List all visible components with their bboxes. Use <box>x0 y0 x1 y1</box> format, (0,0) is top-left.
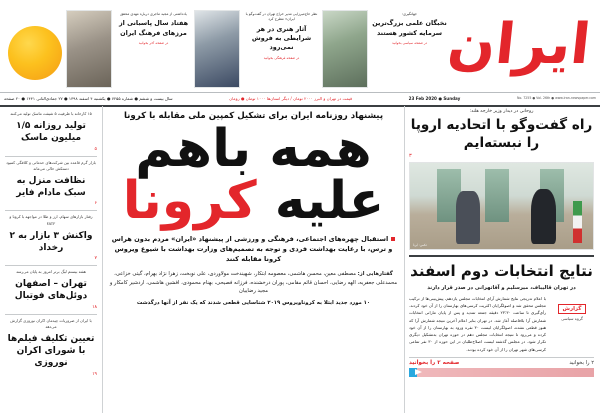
teaser-kicker: یادداشتی از مجید ماجری درباره مهدی محقق <box>120 12 187 16</box>
lead-body: استقبال چهره‌های اجتماعی، فرهنگی و ورزشی از پیشنهاد «ایران» مردم بدون هراس و ترس، با رعایت بهداشت فردی و توجه به تصمیم‌های وزارت بهداشت با شیوع ویروس کرونا مقابله کنند <box>111 235 393 264</box>
teaser-photo <box>66 10 112 88</box>
brief-page-number: ۵ <box>94 146 97 152</box>
photo-figure-left <box>456 191 480 244</box>
teaser-title: هفتاد سال پاسبانی از مرزهای فرهنگ ایران <box>118 19 189 37</box>
brief-kicker: رفتار بازارهای سهام، ارز و طلا در مواجهه با کرونا و FATF <box>9 214 93 226</box>
masthead <box>0 0 600 92</box>
story1-kicker: روحانی در دیدار وزیر خارجه هلند: <box>469 109 534 114</box>
brief-item[interactable] <box>5 315 97 381</box>
brief-page-number: ۶ <box>94 201 97 207</box>
report-badge: گزارش <box>558 304 587 314</box>
teaser-text <box>115 4 192 45</box>
brief-page-number: ۷ <box>94 256 97 262</box>
story2-body-text: با اعلام تدریجی نتایج شمارش آرای انتخابات مجلس یازدهم، پیش‌بینی‌ها از ترکیب مجلس محقق شد و اصولگرایان اکثریت کرسی‌های بهارستان را از آن خود کردند. رأی‌گیری تا ساعت ۲۳:۳۰ دقیقه جمعه تمدید و پس از پایان مارانی انتخابات شمارش آرا بلافاصله آغاز شد. در تهران بنابر اعلام آخرین نتیجه شمارش آرا که هنوز قطعی نشده، اصولگرایان لیست ۳۰ نفره ورود به بهارستان را از آن خود کرده و می‌رود تا نتیجه انتخابات مجلس دهم در حوزه تهران به‌تشکیل دیگری تکرار شود. در مجلس گذشته لیست اصلاح‌طلبان در این حوزه از ۳۰ نفر تمامی کرسی‌های شهر تهران را از آن خود کرده بودند. <box>409 295 546 352</box>
teaser-title: نخبگان علمی بزرگ‌ترین سرمایه کشور هستند <box>372 19 447 37</box>
brief-item[interactable] <box>5 157 97 212</box>
photo-drape <box>485 169 509 222</box>
brief-kicker: بازار گرم قاعده بین شرکت‌های خدماتی و کلافگی کمبود دستکش خالی می‌ماند <box>6 159 96 171</box>
teaser-text <box>243 4 320 60</box>
main-headline-word-red: کرونا <box>122 170 257 231</box>
brief-item[interactable] <box>5 108 97 157</box>
story2-report-box <box>550 295 594 353</box>
main-story-credits <box>109 270 398 297</box>
newspaper-logo[interactable]: ایران <box>444 12 594 77</box>
teaser-more-link[interactable]: در صفحه آخر بخوانید <box>138 40 169 45</box>
main-story-lead <box>109 234 398 265</box>
story2-body-wrap <box>409 295 594 353</box>
main-headline-word-black: علیه <box>274 170 385 231</box>
issue-info-english-meta: No. 7255 ● Vol. 26th ● www.iran-newspaper.com <box>516 96 596 100</box>
left-column <box>0 106 103 413</box>
story2-more-link[interactable]: صفحه ۲ را بخوانید <box>409 359 460 366</box>
story2-subheadline: در تهران قالیباف، میرسلیم و آقاتهرانی در صدر قرار دارند <box>427 284 576 291</box>
teaser-item[interactable] <box>66 4 192 90</box>
main-story-overline: پیشنهاد روزنامه ایران برای تشکیل کمپین ملی مقابله با کرونا <box>123 111 384 121</box>
right-story-1[interactable] <box>409 109 594 250</box>
teaser-kicker: نظر حاج‌میرزایی مدیر خراج تهران در گفت‌وگو با ایران» مطرح کرد <box>245 12 318 22</box>
teaser-kicker: جهانگیری: <box>401 12 418 16</box>
brief-kicker: با ایران از ضروریات چیدمان اکران نوروزی گزارش می‌دهد <box>10 317 92 329</box>
page-body <box>0 106 600 413</box>
teaser-photo <box>194 10 240 88</box>
issue-info-price: قیمت در تهران و البرز ۲۰۰۰ تومان / دیگر استان‌ها ۱۰۰۰ تومان ● رومان <box>229 95 353 101</box>
teaser-strip <box>66 4 448 90</box>
main-story-lead-text <box>109 234 398 265</box>
story2-headline: نتایج انتخابات دوم اسفند <box>410 262 593 281</box>
arrow-icon <box>415 369 422 375</box>
teaser-more-link[interactable]: در صفحه سیاسی بخوانید <box>391 40 428 45</box>
main-headline <box>109 119 398 231</box>
photo-figure-right <box>531 189 557 244</box>
center-column <box>103 106 404 413</box>
brief-kicker: ۱۵ کارخانه با ظرفیت ۵ شیفت ماسک تولید می‌کنند <box>10 111 92 116</box>
teaser-item[interactable] <box>194 4 320 90</box>
brief-page-number: ۱۸ <box>92 304 97 310</box>
right-column <box>404 106 600 413</box>
right-story-2[interactable] <box>409 261 594 377</box>
teaser-item[interactable] <box>322 4 448 90</box>
main-headline-line2 <box>109 170 398 231</box>
brief-title: تعیین تکلیف فیلم‌ها با شورای اکران نوروزی <box>7 334 95 369</box>
photo-credit: عکس: ایرنا <box>413 243 428 248</box>
brief-kicker: هفته بیستم لیگ برتر امروز به پایان می‌رسد <box>16 269 86 275</box>
main-story-note <box>109 300 398 306</box>
story1-page-number: ۳ <box>409 153 412 160</box>
report-desk-label: گروه سیاسی <box>561 315 583 321</box>
brief-item[interactable] <box>5 211 97 266</box>
brief-item[interactable] <box>5 266 97 315</box>
teaser-text <box>371 4 448 45</box>
teaser-more-link[interactable]: در صفحه فرهنگی بخوانید <box>263 55 300 60</box>
credits-names: مصطفی معین، محسن هاشمی، معصومه ابتکار، شهیندخت مولاوردی، علی نوبخت، زهرا نژاد بهرام، گیتی خزاعی، محمدعلی جعفریه، الهه رضایی، احسان قائم مقامی، پوران درخشنده، فرزانه فصیحی، بهنام محمودی، افشین هاشمی، اردشیر کامکار و مجید رضاییان <box>109 270 398 295</box>
brief-title: واکنش ۳ بازار به ۲ رخداد <box>9 230 93 253</box>
story1-photo <box>409 162 594 250</box>
teaser-title: آثار هنری در هر شرایطی به فروش نمی‌رود <box>251 24 312 52</box>
sun-icon <box>8 26 62 80</box>
story2-footer <box>409 357 594 366</box>
main-headline-line1: همه باهم <box>135 119 372 180</box>
brief-page-number: ۱۹ <box>92 371 97 377</box>
iran-flag-icon <box>573 201 582 242</box>
credits-label: گفتارهایی از: <box>357 270 393 277</box>
issue-info-line <box>0 93 600 103</box>
bottom-ribbon <box>409 368 594 377</box>
issue-info-english-date: 23 Feb 2020 ● Sunday <box>408 95 461 101</box>
bullet-square-icon <box>391 237 395 241</box>
story1-headline: راه گفت‌وگو با اتحادیه اروپا را نبسته‌ایم <box>410 117 593 152</box>
story2-page-label: ۲ را بخوانید <box>569 359 594 366</box>
column-divider <box>409 255 594 257</box>
note-text: ۱۰ مورد جدید ابتلا به کروناویروس ۲۰۱۹ شناسایی قطعی شدند که یک نفر از آنها درگذشت <box>136 300 371 307</box>
issue-info-bar <box>0 92 600 107</box>
issue-info-persian-date: سال بیست و ششم ● شماره ۷۲۵۵ ● یکشنبه ۴ اسفند ۱۳۹۸ ● ۲۷ جمادی‌الثانی ۱۴۴۱ ● ۲۰ صفحه <box>4 95 173 101</box>
brief-title: نظافت منزل به سبک مادام فایر <box>16 176 86 199</box>
brief-title: تهران – اصفهان دوئل‌های فوتبال <box>14 279 88 302</box>
brief-title: تولید روزانه ۱/۵ میلیون ماسک <box>16 121 86 144</box>
teaser-photo <box>322 10 368 88</box>
